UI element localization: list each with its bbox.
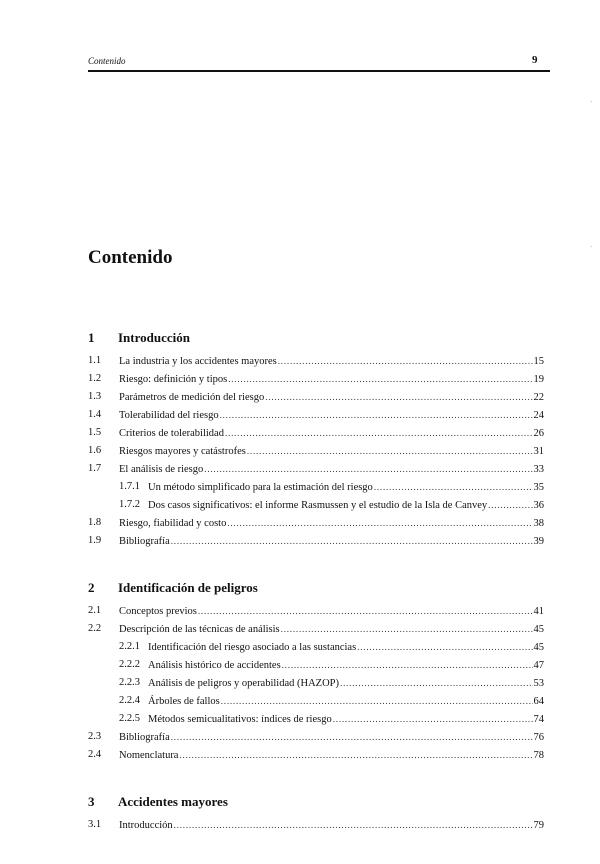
entry-number: 2.3 — [88, 731, 102, 742]
entry-title: Un método simplificado para la estimación del riesgo — [148, 482, 373, 493]
entry-page-number: 45 — [533, 642, 544, 653]
chapter-title: Introducción — [118, 330, 190, 345]
entry-page-number: 35 — [533, 482, 544, 493]
entry-number: 1.7.1 — [119, 481, 140, 492]
entry-page-number: 19 — [533, 374, 544, 385]
entry-title: Análisis de peligros y operabilidad (HAZOP) — [148, 678, 340, 689]
entry-title: Nomenclatura — [119, 750, 179, 761]
toc-subentry[interactable] — [88, 496, 544, 514]
entry-title: Métodos semicualitativos: índices de riesgo — [148, 714, 332, 725]
toc-subentry[interactable] — [88, 674, 544, 692]
dot-leader — [220, 406, 533, 424]
toc-entry[interactable] — [88, 388, 544, 406]
entry-number: 2.2.4 — [119, 695, 140, 706]
dot-leader — [488, 496, 532, 514]
toc-entry[interactable] — [88, 370, 544, 388]
toc-entry[interactable] — [88, 406, 544, 424]
entry-page-number: 41 — [533, 606, 544, 617]
entry-title: Análisis histórico de accidentes — [148, 660, 281, 671]
entry-page-number: 33 — [533, 464, 544, 475]
toc-subentry[interactable] — [88, 478, 544, 496]
chapter-heading — [88, 330, 544, 350]
dot-leader — [225, 424, 533, 442]
entry-title: Parámetros de medición del riesgo — [119, 392, 265, 403]
entry-number: 1.1 — [88, 355, 102, 366]
scan-mark: · — [590, 98, 593, 106]
toc-entry[interactable] — [88, 602, 544, 620]
entry-number: 2.4 — [88, 749, 102, 760]
dot-leader — [171, 532, 533, 550]
entry-title: Descripción de las técnicas de análisis — [119, 624, 280, 635]
entry-number: 2.1 — [88, 605, 102, 616]
dot-leader — [174, 816, 533, 834]
toc-entry[interactable] — [88, 620, 544, 638]
entry-title: Tolerabilidad del riesgo — [119, 410, 219, 421]
dot-leader — [278, 352, 533, 370]
entry-title: Introducción — [119, 820, 173, 831]
dot-leader — [374, 478, 533, 496]
entry-title: Riesgo: definición y tipos — [119, 374, 228, 385]
entry-page-number: 22 — [533, 392, 544, 403]
header-rule — [88, 70, 550, 72]
dot-leader — [228, 370, 532, 388]
entry-title: La industria y los accidentes mayores — [119, 356, 277, 367]
entry-page-number: 78 — [533, 750, 544, 761]
entry-number: 2.2.1 — [119, 641, 140, 652]
entry-number: 3.1 — [88, 819, 102, 830]
toc-entry[interactable] — [88, 424, 544, 442]
entry-page-number: 47 — [533, 660, 544, 671]
toc-entry[interactable] — [88, 532, 544, 550]
running-head-title: Contenido — [88, 56, 126, 66]
entry-page-number: 24 — [533, 410, 544, 421]
dot-leader — [247, 442, 533, 460]
toc-entry[interactable] — [88, 460, 544, 478]
entry-number: 1.6 — [88, 445, 102, 456]
entry-title: Riesgos mayores y catástrofes — [119, 446, 246, 457]
toc-entry[interactable] — [88, 514, 544, 532]
entry-title: Riesgo, fiabilidad y costo — [119, 518, 227, 529]
entry-number: 2.2.3 — [119, 677, 140, 688]
dot-leader — [179, 746, 532, 764]
toc-subentry[interactable] — [88, 710, 544, 728]
entry-number: 2.2.2 — [119, 659, 140, 670]
entry-page-number: 36 — [533, 500, 544, 511]
toc-chapter — [88, 794, 544, 834]
entry-number: 1.3 — [88, 391, 102, 402]
chapter-heading — [88, 794, 544, 814]
entry-title: Identificación del riesgo asociado a las sustancias — [148, 642, 357, 653]
dot-leader — [282, 656, 533, 674]
toc-entry[interactable] — [88, 728, 544, 746]
dot-leader — [265, 388, 532, 406]
toc-entry[interactable] — [88, 352, 544, 370]
entry-number: 2.2 — [88, 623, 102, 634]
entry-number: 1.9 — [88, 535, 102, 546]
page-title: Contenido — [88, 247, 173, 268]
page-number: 9 — [532, 54, 538, 66]
entry-page-number: 26 — [533, 428, 544, 439]
entry-page-number: 39 — [533, 536, 544, 547]
toc-chapter — [88, 330, 544, 550]
entry-number: 1.5 — [88, 427, 102, 438]
chapter-heading — [88, 580, 544, 600]
entry-page-number: 74 — [533, 714, 544, 725]
chapter-number: 3 — [88, 794, 95, 809]
dot-leader — [357, 638, 532, 656]
entry-page-number: 64 — [533, 696, 544, 707]
dot-leader — [204, 460, 532, 478]
toc-chapter — [88, 580, 544, 764]
toc-entry[interactable] — [88, 442, 544, 460]
dot-leader — [333, 710, 533, 728]
chapter-number: 2 — [88, 580, 95, 595]
dot-leader — [281, 620, 533, 638]
entry-title: Conceptos previos — [119, 606, 197, 617]
dot-leader — [198, 602, 533, 620]
entry-page-number: 45 — [533, 624, 544, 635]
dot-leader — [227, 514, 532, 532]
entry-page-number: 38 — [533, 518, 544, 529]
dot-leader — [171, 728, 533, 746]
entry-number: 1.7 — [88, 463, 102, 474]
entry-page-number: 15 — [533, 356, 544, 367]
chapter-number: 1 — [88, 330, 95, 345]
entry-page-number: 76 — [533, 732, 544, 743]
entry-number: 1.7.2 — [119, 499, 140, 510]
entry-title: Bibliografía — [119, 536, 170, 547]
toc-subentry[interactable] — [88, 638, 544, 656]
toc-entry[interactable] — [88, 816, 544, 834]
toc-subentry[interactable] — [88, 692, 544, 710]
entry-title: Dos casos significativos: el informe Rasmussen y el estudio de la Isla de Canvey — [148, 500, 488, 511]
entry-number: 2.2.5 — [119, 713, 140, 724]
entry-page-number: 31 — [533, 446, 544, 457]
entry-title: El análisis de riesgo — [119, 464, 204, 475]
entry-number: 1.8 — [88, 517, 102, 528]
scan-mark: · — [590, 243, 593, 251]
entry-page-number: 53 — [533, 678, 544, 689]
dot-leader — [340, 674, 532, 692]
entry-number: 1.2 — [88, 373, 102, 384]
table-of-contents — [88, 330, 544, 864]
entry-title: Bibliografía — [119, 732, 170, 743]
entry-title: Criterios de tolerabilidad — [119, 428, 224, 439]
toc-entry[interactable] — [88, 746, 544, 764]
dot-leader — [221, 692, 533, 710]
entry-page-number: 79 — [533, 820, 544, 831]
chapter-title: Identificación de peligros — [118, 580, 258, 595]
entry-number: 1.4 — [88, 409, 102, 420]
entry-title: Árboles de fallos — [148, 696, 220, 707]
toc-subentry[interactable] — [88, 656, 544, 674]
chapter-title: Accidentes mayores — [118, 794, 228, 809]
